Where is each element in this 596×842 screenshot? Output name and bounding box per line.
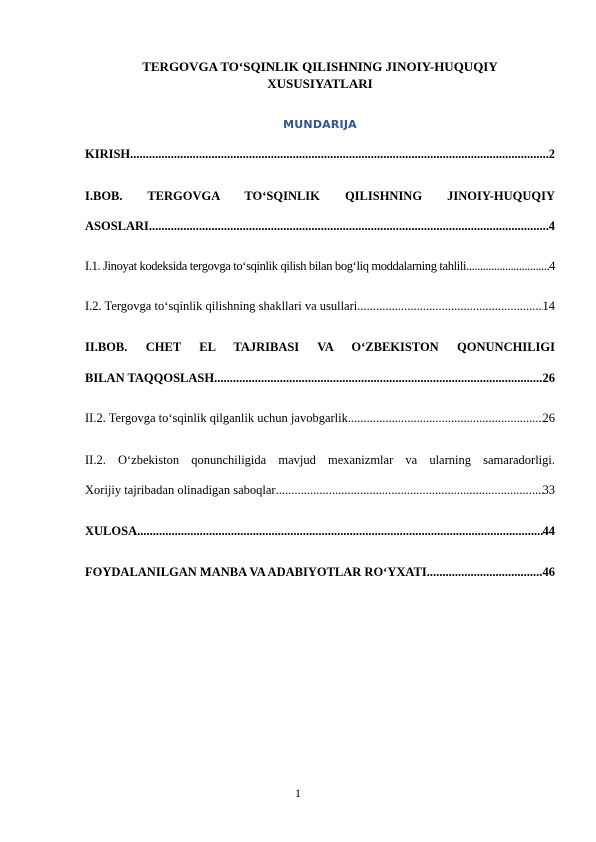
- toc-page-number: 2: [548, 147, 555, 161]
- toc-entry-xulosa[interactable]: [85, 523, 555, 539]
- toc-entry-chapter1-line1[interactable]: I.BOB. TERGOVGA TO‘SQINLIK QILISHNING JINOIY-HUQUQIY: [85, 189, 555, 203]
- toc-leader-dots: [149, 218, 549, 234]
- toc-entry-title: Xorijiy tajribadan olinadigan saboqlar: [85, 483, 276, 497]
- toc-leader-dots: [466, 258, 549, 274]
- toc-entry-title: FOYDALANILGAN MANBA VA ADABIYOTLAR RO‘YXATI: [85, 565, 427, 579]
- toc-page-number: 26: [542, 411, 555, 425]
- toc-leader-dots: [348, 410, 543, 426]
- toc-page-number: 14: [542, 299, 555, 313]
- page-number: 1: [295, 786, 301, 800]
- toc-leader-dots: [137, 523, 542, 539]
- toc-page-number: 26: [542, 371, 555, 385]
- toc-entry-section-1-1[interactable]: [85, 258, 555, 274]
- document-title: [85, 58, 555, 92]
- toc-entry-title: I.2. Tergovga to‘sqinlik qilishning shakllari va usullari: [85, 299, 358, 313]
- toc-entry-section-2-2b-line1[interactable]: II.2. O‘zbekiston qonunchiligida mavjud mexanizmlar va ularning samaradorligi.: [85, 453, 555, 467]
- toc-leader-dots: [214, 370, 542, 386]
- toc-entry-title: XULOSA: [85, 524, 138, 538]
- toc-entry-section-1-2[interactable]: [85, 298, 555, 314]
- toc-entry-chapter2[interactable]: [85, 370, 555, 386]
- toc-page-number: 44: [542, 524, 555, 538]
- toc-entry-references[interactable]: [85, 564, 555, 580]
- toc-entry-title: I.1. Jinoyat kodeksida tergovga to‘sqinlik qilish bilan bog‘liq moddalarning tahlili: [85, 259, 467, 273]
- title-line-2: XUSUSIYATLARI: [267, 76, 373, 91]
- toc-page-number: 33: [542, 483, 555, 497]
- toc-entry-title: BILAN TAQQOSLASH: [85, 371, 215, 385]
- toc-entry-title: ASOSLARI: [85, 219, 149, 233]
- toc-entry-chapter1[interactable]: [85, 218, 555, 234]
- toc-entry-title: II.2. Tergovga to‘sqinlik qilganlik uchun javobgarlik: [85, 411, 348, 425]
- toc-entry-chapter2-line1[interactable]: II.BOB. CHET EL TAJRIBASI VA O‘ZBEKISTON QONUNCHILIGI: [85, 340, 555, 354]
- toc-leader-dots: [357, 298, 542, 314]
- toc-leader-dots: [427, 564, 543, 580]
- toc-entry-section-2-2b[interactable]: [85, 482, 555, 498]
- toc-entry-title: KIRISH: [85, 147, 131, 161]
- toc-page-number: 46: [542, 565, 555, 579]
- toc-entry-kirish[interactable]: [85, 146, 555, 162]
- toc-page-number: 4: [548, 219, 555, 233]
- toc-page-number: 4: [549, 259, 555, 273]
- toc-leader-dots: [130, 146, 549, 162]
- title-line-1: TERGOVGA TO‘SQINLIK QILISHNING JINOIY-HUQUQIY: [142, 59, 498, 74]
- contents-heading: MUNDARIJA: [283, 118, 357, 131]
- toc-leader-dots: [276, 482, 543, 498]
- toc-entry-section-2-2a[interactable]: [85, 410, 555, 426]
